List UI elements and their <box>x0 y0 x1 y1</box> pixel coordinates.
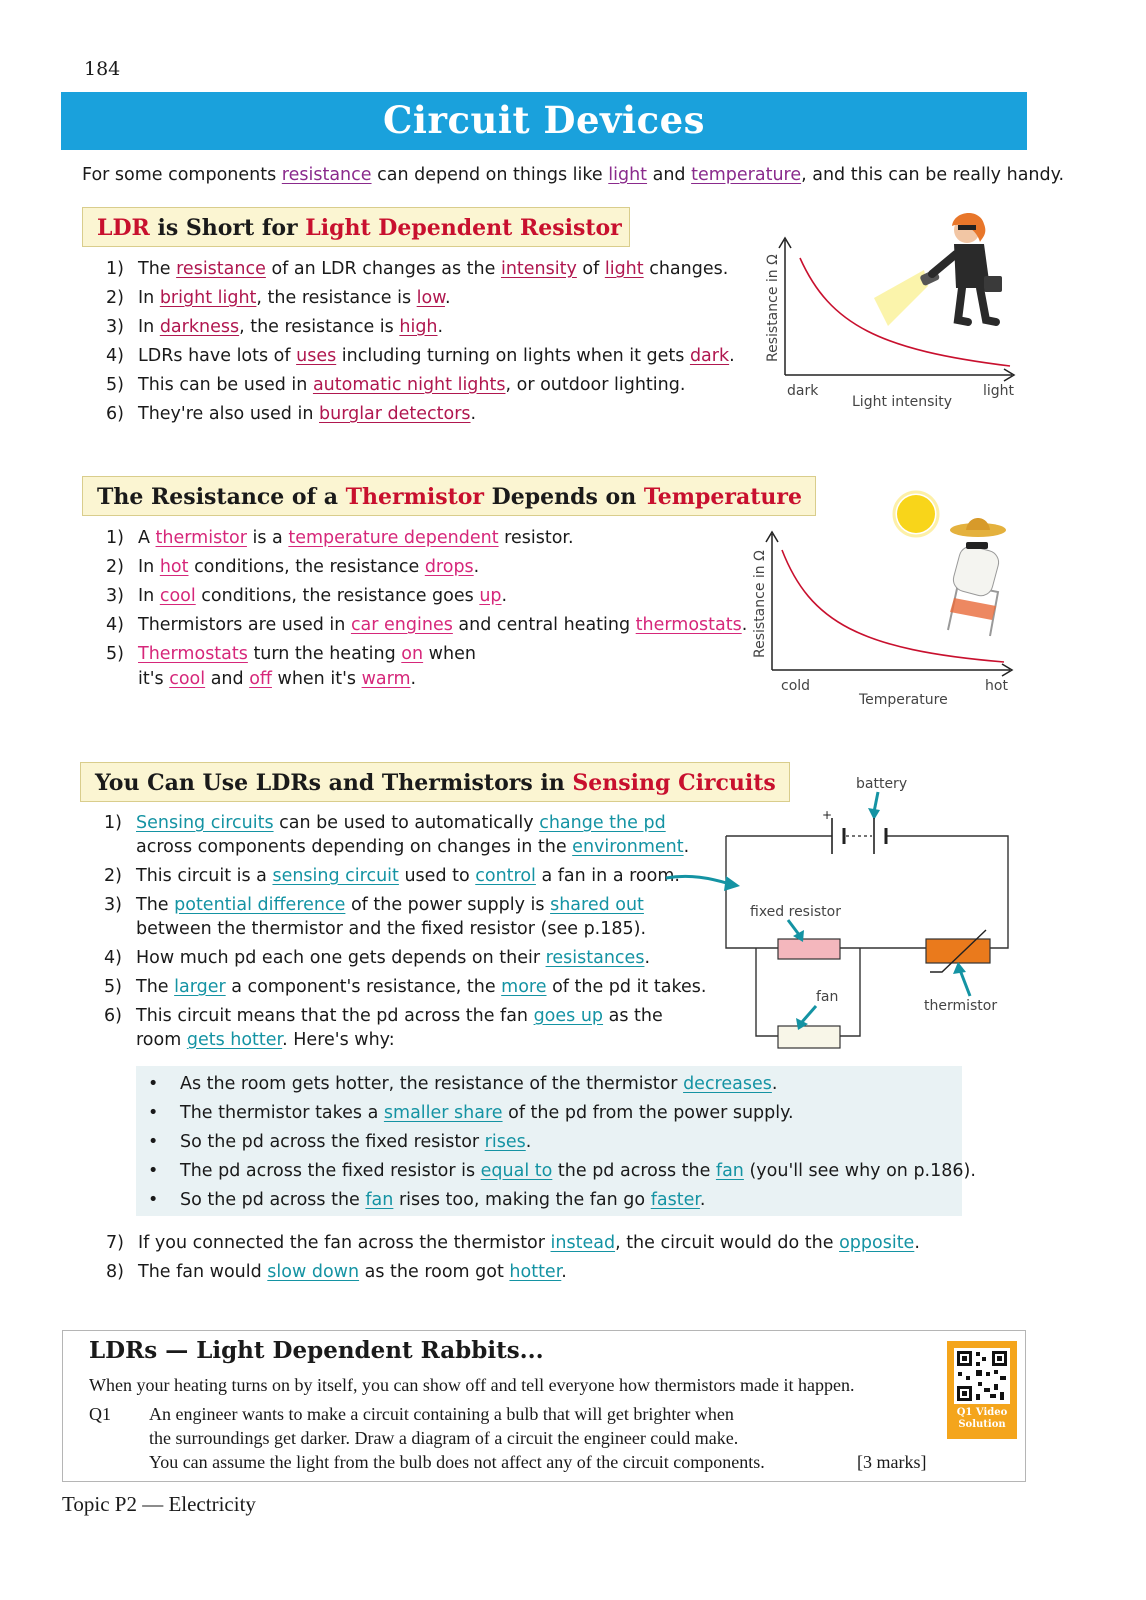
thermistor-list <box>84 524 748 689</box>
question-label: Q1 <box>89 1404 111 1424</box>
list-item: 5) Thermostats turn the heating on when <box>106 644 476 664</box>
list-item-continuation: room gets hotter. Here's why: <box>136 1030 395 1050</box>
bullet-item: • So the pd across the fixed resistor rises. <box>136 1128 962 1157</box>
question-line: You can assume the light from the bulb does not affect any of the circuit components. <box>149 1452 765 1472</box>
x-right-label: light <box>983 383 1015 399</box>
x-left-label: cold <box>781 678 811 694</box>
sensing-list <box>82 811 722 1052</box>
thermistor-label: thermistor <box>924 998 998 1014</box>
list-item: 4) Thermistors are used in car engines and central heating thermostats. <box>106 615 748 635</box>
list-item: 4) How much pd each one gets depends on their resistances. <box>104 948 651 968</box>
thermistor-component <box>926 939 990 963</box>
list-item: 3) The potential difference of the power supply is shared out <box>104 895 644 915</box>
bullet-item: • The thermistor takes a smaller share of the pd from the power supply. <box>136 1099 962 1128</box>
bullet-item: • So the pd across the fan rises too, making the fan go faster. <box>136 1186 962 1215</box>
keyword: light <box>608 165 648 185</box>
thermistor-heading: The Resistance of a Thermistor Depends on Temperature <box>82 476 816 516</box>
battery-plus-label: + <box>822 808 833 822</box>
list-item: 1) A thermistor is a temperature dependent resistor. <box>106 528 574 548</box>
list-item-continuation: between the thermistor and the fixed resistor (see p.185). <box>136 919 647 939</box>
list-item: 6) This circuit means that the pd across the fan goes up as the <box>104 1006 663 1026</box>
list-item-continuation: it's cool and off when it's warm. <box>138 669 417 689</box>
ldr-heading: LDR is Short for Light Dependent Resistor <box>82 207 630 247</box>
revision-text: When your heating turns on by itself, you can show off and tell everyone how thermistors made it happen. <box>89 1375 855 1395</box>
revision-box <box>62 1330 1026 1482</box>
sensing-list-continued <box>84 1229 984 1287</box>
burglar-illustration <box>866 208 1016 338</box>
marks-label: [3 marks] <box>857 1452 927 1472</box>
list-item: 2) This circuit is a sensing circuit used to control a fan in a room. <box>104 866 680 886</box>
sensing-circuit-diagram <box>660 768 1020 1058</box>
list-item: 3) In darkness, the resistance is high. <box>106 317 444 337</box>
x-axis-label: Temperature <box>859 692 948 708</box>
fan-component <box>778 1026 840 1048</box>
battery-label: battery <box>856 776 908 792</box>
qr-label: Q1 Video <box>956 1407 1008 1418</box>
sun-illustration <box>886 488 1016 638</box>
qr-code-icon <box>954 1348 1010 1404</box>
keyword: resistance <box>281 165 372 185</box>
revision-title: LDRs — Light Dependent Rabbits... <box>89 1337 544 1364</box>
list-item: 2) In hot conditions, the resistance drops. <box>106 557 480 577</box>
video-solution-qr[interactable] <box>947 1341 1017 1439</box>
qr-pattern <box>954 1348 1010 1404</box>
explanation-box <box>136 1066 976 1216</box>
y-axis-label: Resistance in Ω <box>752 550 768 658</box>
bullet-item: • As the room gets hotter, the resistance of the thermistor decreases. <box>136 1070 962 1099</box>
list-item-continuation: across components depending on changes in the environment. <box>136 837 690 857</box>
page-title: Circuit Devices <box>382 98 706 142</box>
list-item: 5) The larger a component's resistance, the more of the pd it takes. <box>104 977 707 997</box>
list-item: 2) In bright light, the resistance is low. <box>106 288 451 308</box>
list-item: 1) Sensing circuits can be used to automatically change the pd <box>104 813 666 833</box>
fan-label: fan <box>816 989 839 1005</box>
x-left-label: dark <box>787 383 819 399</box>
question-line: the surroundings get darker. Draw a diagram of a circuit the engineer could make. <box>149 1428 739 1448</box>
list-item: 3) In cool conditions, the resistance goes up. <box>106 586 508 606</box>
bullet-item: • The pd across the fixed resistor is equal to the pd across the fan (you'll see why on p.186). <box>136 1157 962 1186</box>
pointer-arrow <box>660 866 750 896</box>
list-item: 7) If you connected the fan across the thermistor instead, the circuit would do the opposite. <box>106 1233 920 1253</box>
list-item: 5) This can be used in automatic night lights, or outdoor lighting. <box>106 375 686 395</box>
y-axis-label: Resistance in Ω <box>765 254 781 362</box>
sensing-heading: You Can Use LDRs and Thermistors in Sensing Circuits <box>80 762 790 802</box>
fixed-resistor <box>778 939 840 959</box>
x-axis-label: Light intensity <box>852 394 953 410</box>
ldr-list <box>84 255 764 429</box>
intro-paragraph: For some components resistance can depend on things like light and temperature, and this can be really handy. <box>82 165 1065 185</box>
fixed-resistor-label: fixed resistor <box>750 904 841 920</box>
list-item: 6) They're also used in burglar detectors. <box>106 404 477 424</box>
list-item: 8) The fan would slow down as the room got hotter. <box>106 1262 567 1282</box>
title-banner <box>61 92 1027 150</box>
footer-topic: Topic P2 — Electricity <box>62 1492 256 1516</box>
page-number: 184 <box>84 58 121 80</box>
circuit-wire <box>726 836 1008 948</box>
question-line: An engineer wants to make a circuit containing a bulb that will get brighter when <box>149 1404 734 1424</box>
qr-label: Solution <box>958 1419 1006 1430</box>
list-item: 4) LDRs have lots of uses including turning on lights when it gets dark. <box>106 346 735 366</box>
x-right-label: hot <box>985 678 1008 694</box>
list-item: 1) The resistance of an LDR changes as the intensity of light changes. <box>106 259 729 279</box>
keyword: temperature <box>691 165 802 185</box>
